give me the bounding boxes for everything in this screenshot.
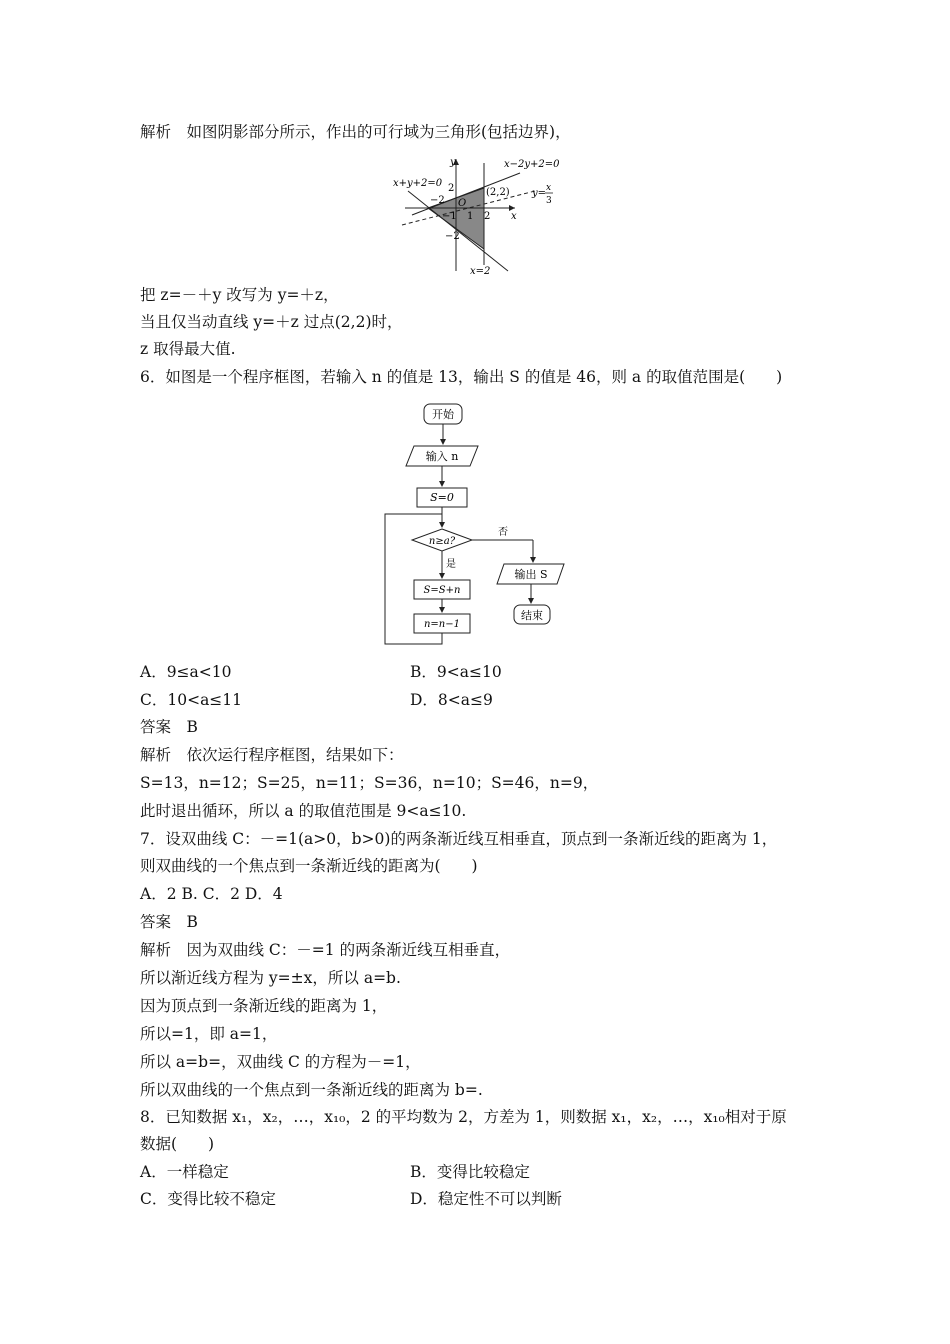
flow-output-label: 输出 S: [514, 568, 548, 581]
q6-analysis-2: S=13，n=12；S=25，n=11；S=36，n=10；S=46，n=9，: [140, 774, 599, 792]
q6-option-a: A．9≤a<10: [140, 663, 232, 681]
q6-analysis-3: 此时退出循环，所以 a 的取值范围是 9<a≤10.: [140, 802, 467, 820]
q7-analysis-2: 所以渐近线方程为 y=±x，所以 a=b.: [140, 969, 401, 987]
x-eq-2-label: x=2: [470, 266, 491, 277]
analysis-q5-line1: 解析 如图阴影部分所示，作出的可行域为三角形(包括边界)，: [140, 123, 571, 141]
tick-y-2: 2: [448, 183, 455, 194]
x-axis-label: x: [511, 211, 517, 222]
flow-no-label: 否: [498, 527, 508, 538]
q6-analysis-1: 解析 依次运行程序框图，结果如下：: [140, 746, 404, 764]
line3-label-num: x: [546, 183, 552, 193]
q7-analysis-1: 解析 因为双曲线 C：－=1 的两条渐近线互相垂直，: [140, 941, 511, 959]
line1-label: x−2y+2=0: [504, 159, 560, 170]
flow-condition-label: n≥a?: [428, 536, 456, 547]
question-7-line1: 7．设双曲线 C：－=1(a>0，b>0)的两条渐近线互相垂直，顶点到一条渐近线的距离为 1，: [140, 830, 778, 848]
tick-x-1: 1: [467, 211, 474, 222]
feasible-region-graph: [390, 153, 580, 278]
line3-label-den: 3: [546, 196, 552, 206]
line2-label: x+y+2=0: [393, 178, 443, 189]
flow-yes-label: 是: [446, 559, 456, 570]
flow-sum-label: S=S+n: [423, 585, 461, 596]
q8-option-a: A．一样稳定: [140, 1163, 229, 1181]
q6-answer: 答案 B: [140, 718, 198, 736]
tick-x-2: 2: [484, 211, 491, 222]
q7-analysis-5: 所以 a=b=，双曲线 C 的方程为－=1，: [140, 1053, 421, 1071]
q6-option-d: D．8<a≤9: [410, 691, 493, 709]
q7-answer: 答案 B: [140, 913, 198, 931]
q8-option-b: B．变得比较稳定: [410, 1163, 530, 1181]
q8-option-c: C．变得比较不稳定: [140, 1190, 276, 1208]
q7-options: A．2 B. C．2 D．4: [140, 885, 283, 903]
question-8-line2: 数据( ): [140, 1135, 215, 1153]
flow-end-label: 结束: [521, 609, 543, 622]
q7-analysis-4: 所以=1，即 a=1，: [140, 1025, 278, 1043]
q6-option-c: C．10<a≤11: [140, 691, 243, 709]
q7-analysis-6: 所以双曲线的一个焦点到一条渐近线的距离为 b=.: [140, 1081, 483, 1099]
question-6: 6．如图是一个程序框图，若输入 n 的值是 13，输出 S 的值是 46，则 a 的取值范围是( ): [140, 368, 783, 386]
tick-y-neg2: −2: [445, 231, 460, 242]
analysis-q5-line3: 当且仅当动直线 y=＋z 过点(2,2)时，: [140, 313, 403, 331]
q8-option-d: D．稳定性不可以判断: [410, 1190, 562, 1208]
flow-dec-label: n=n−1: [423, 619, 461, 630]
tick-x-neg2: −2: [430, 195, 445, 206]
question-7-line2: 则双曲线的一个焦点到一条渐近线的距离为( ): [140, 857, 478, 875]
point-label: (2,2): [486, 187, 510, 198]
tick-y-neg1: −1: [442, 211, 457, 222]
analysis-q5-line2: 把 z=－＋y 改写为 y=＋z，: [140, 286, 339, 304]
y-axis-label: y: [450, 157, 456, 168]
flow-input-label: 输入 n: [425, 450, 459, 463]
q6-option-b: B．9<a≤10: [410, 663, 502, 681]
program-flowchart: [380, 400, 580, 650]
flow-init-label: S=0: [430, 491, 454, 504]
analysis-q5-line4: z 取得最大值.: [140, 340, 236, 358]
q7-analysis-3: 因为顶点到一条渐近线的距离为 1，: [140, 997, 388, 1015]
origin-label: O: [458, 198, 467, 209]
line3-label-prefix: y=: [532, 188, 547, 199]
question-8-line1: 8．已知数据 x₁，x₂，…，x₁₀，2 的平均数为 2，方差为 1，则数据 x₁，x₂，…，x₁₀相对于原: [140, 1108, 787, 1126]
flow-start-label: 开始: [432, 408, 454, 421]
